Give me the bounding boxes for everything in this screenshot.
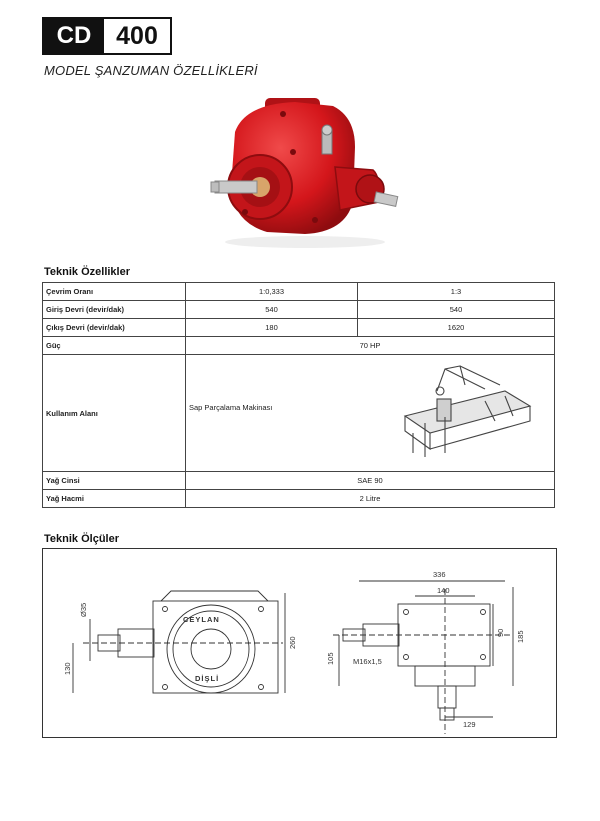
output-speed-value-2: 1620 — [358, 319, 555, 337]
table-row — [43, 337, 555, 355]
usage-value: Sap Parçalama Makinası — [189, 403, 273, 412]
usage-cell — [186, 355, 555, 472]
output-speed-value-1: 180 — [186, 319, 358, 337]
model-number: 400 — [116, 21, 158, 50]
input-speed-label: Giriş Devri (devir/dak) — [43, 301, 186, 319]
brand-top: CEYLAN — [183, 615, 220, 624]
page-subtitle: MODEL ŞANZUMAN ÖZELLİKLERİ — [44, 63, 258, 78]
power-label: Güç — [43, 337, 186, 355]
table-row — [43, 301, 555, 319]
dim-w140: 140 — [437, 586, 450, 595]
gearbox-product-image — [205, 92, 410, 250]
oil-type-value: SAE 90 — [186, 472, 555, 490]
table-row — [43, 355, 555, 472]
technical-drawing — [43, 549, 558, 739]
table-row — [43, 283, 555, 301]
dim-h105: 105 — [326, 652, 335, 665]
dim-w336: 336 — [433, 570, 446, 579]
specs-title: Teknik Özellikler — [44, 266, 131, 278]
model-badge — [42, 17, 172, 55]
brand-bottom: DİŞLİ — [195, 674, 220, 683]
dim-d35: Ø35 — [79, 602, 88, 617]
usage-label: Kullanım Alanı — [43, 355, 186, 472]
table-row — [43, 319, 555, 337]
table-row — [43, 490, 555, 508]
ratio-label: Çevrim Oranı — [43, 283, 186, 301]
model-prefix: CD — [44, 19, 104, 53]
input-speed-value-2: 540 — [358, 301, 555, 319]
dim-h90: 90 — [496, 628, 505, 637]
dim-w129: 129 — [463, 720, 476, 729]
oil-volume-label: Yağ Hacmi — [43, 490, 186, 508]
oil-volume-value: 2 Litre — [186, 490, 555, 508]
specs-table — [42, 282, 555, 508]
input-speed-value-1: 540 — [186, 301, 358, 319]
output-speed-label: Çıkış Devri (devir/dak) — [43, 319, 186, 337]
dimensions-title: Teknik Ölçüler — [44, 533, 119, 545]
power-value: 70 HP — [186, 337, 555, 355]
dim-h260: 260 — [288, 636, 297, 649]
dim-h130: 130 — [63, 662, 72, 675]
dim-thread: M16x1,5 — [353, 657, 382, 666]
dimensions-drawing — [42, 548, 557, 738]
oil-type-label: Yağ Cinsi — [43, 472, 186, 490]
mower-illustration — [385, 361, 535, 465]
ratio-value-1: 1:0,333 — [186, 283, 358, 301]
table-row — [43, 472, 555, 490]
ratio-value-2: 1:3 — [358, 283, 555, 301]
dim-h185: 185 — [516, 630, 525, 643]
